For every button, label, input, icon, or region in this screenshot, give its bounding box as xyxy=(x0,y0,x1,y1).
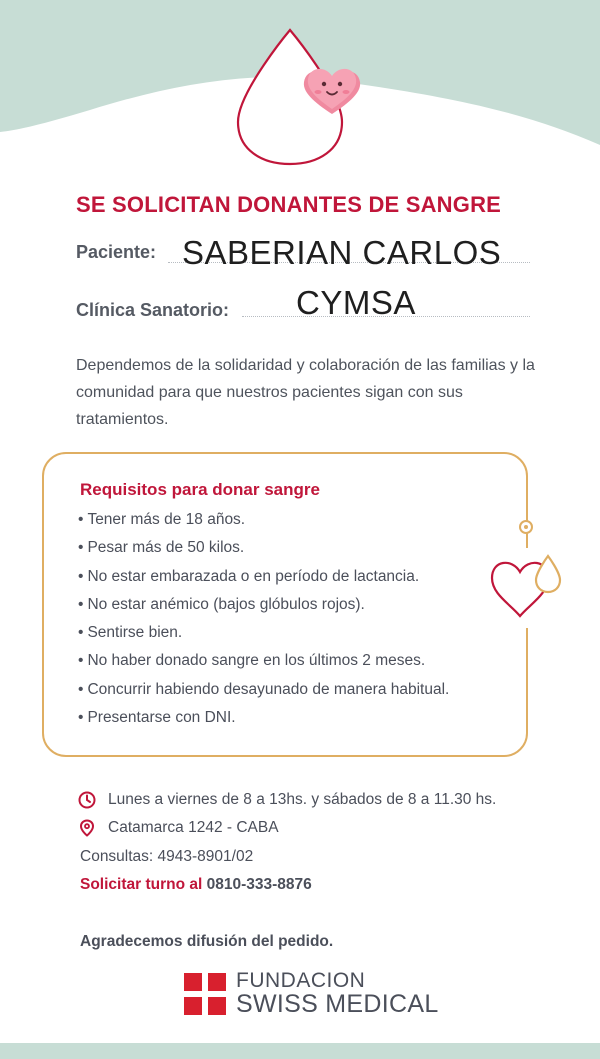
clinic-label: Clínica Sanatorio: xyxy=(76,300,230,320)
schedule-row xyxy=(78,791,496,809)
list-item: • Pesar más de 50 kilos. xyxy=(78,534,449,562)
bottom-band xyxy=(0,1043,600,1059)
list-item: • Presentarse con DNI. xyxy=(78,704,449,732)
turno-number: 0810-333-8876 xyxy=(206,876,312,893)
intro-paragraph: Dependemos de la solidaridad y colaboración de las familias y la comunidad para que nuestros pacientes sigan con sus tratamientos. xyxy=(76,357,535,428)
list-item: • Tener más de 18 años. xyxy=(78,506,449,534)
thanks-text: Agradecemos difusión del pedido. xyxy=(80,933,334,950)
clock-icon xyxy=(78,791,96,809)
page-title: SE SOLICITAN DONANTES DE SANGRE xyxy=(76,192,502,217)
patient-name: SABERIAN CARLOS xyxy=(182,234,502,271)
connector-dot-icon xyxy=(519,520,533,534)
turno-label: Solicitar turno al xyxy=(80,876,203,893)
logo-line-1: FUNDACION xyxy=(236,969,366,992)
logo-line-2: SWISS MEDICAL xyxy=(236,990,439,1018)
heart-drop-icon xyxy=(488,548,568,628)
list-item: • Sentirse bien. xyxy=(78,619,449,647)
clinic-name: CYMSA xyxy=(296,284,416,321)
contact-phone: Consultas: 4943-8901/02 xyxy=(80,848,254,865)
logo-squares-icon xyxy=(184,973,226,1015)
fundacion-swiss-medical-logo xyxy=(184,970,439,1017)
address-text: Catamarca 1242 - CABA xyxy=(108,819,279,836)
list-item: • No estar embarazada o en período de lactancia. xyxy=(78,563,449,591)
address-row xyxy=(78,819,279,837)
turno-line xyxy=(80,876,312,894)
schedule-text: Lunes a viernes de 8 a 13hs. y sábados de 8 a 11.30 hs. xyxy=(108,791,497,808)
list-item: • No haber donado sangre en los últimos 2 meses. xyxy=(78,647,449,675)
requirements-title: Requisitos para donar sangre xyxy=(80,480,320,499)
patient-label: Paciente: xyxy=(76,242,157,262)
requirements-list xyxy=(78,506,449,732)
list-item: • No estar anémico (bajos glóbulos rojos). xyxy=(78,591,449,619)
list-item: • Concurrir habiendo desayunado de manera habitual. xyxy=(78,676,449,704)
blood-drop-heart-icon xyxy=(228,22,378,172)
location-pin-icon xyxy=(78,819,96,837)
